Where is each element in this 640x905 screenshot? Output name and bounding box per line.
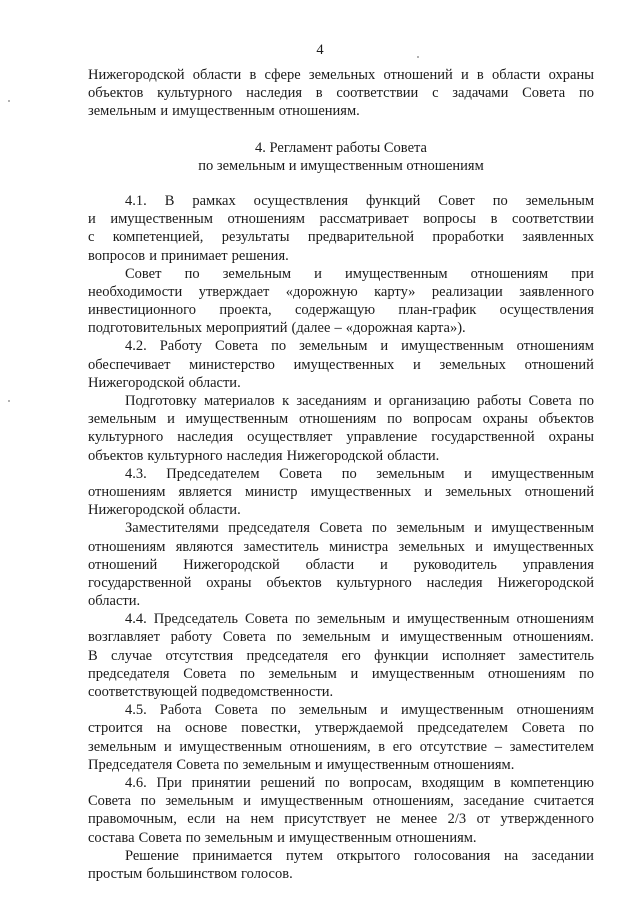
text-line: строится на основе повестки, утверждаемой председателем Совета по [88, 720, 594, 737]
scan-speck [417, 56, 419, 58]
text-line: с компетенцией, результаты предварительной проработки заявленных [88, 229, 594, 246]
section-title-line: по земельным и имущественным отношениям [198, 157, 484, 174]
text-line: объектов культурного наследия в соответствии с задачами Совета по [88, 85, 594, 102]
section-heading [88, 139, 594, 175]
text-line: В случае отсутствия председателя его функции исполняет заместитель [88, 647, 594, 664]
paragraph [88, 847, 594, 883]
text-line: отношениям являются заместитель министра земельных и имущественных [88, 538, 594, 555]
text-line: возглавляет работу Совета по земельным и имущественным отношениям. [88, 629, 594, 646]
paragraph [88, 610, 594, 701]
text-line: отношениям является министр имущественных и земельных отношений [88, 483, 594, 500]
text-line: 4.1. В рамках осуществления функций Совет по земельным [125, 192, 594, 209]
text-line: обеспечивает министерство имущественных и земельных отношений [88, 356, 594, 373]
text-line: подготовительных мероприятий (далее – «дорожная карта»). [88, 320, 466, 337]
text-line: культурного наследия осуществляет управление государственной охраны [88, 429, 594, 446]
text-line: 4.3. Председателем Совета по земельным и имущественным [125, 465, 594, 482]
text-line: правомочным, если на нем присутствует не менее 2/3 от утвержденного [88, 811, 594, 828]
paragraph [88, 392, 594, 465]
text-line: области. [88, 593, 141, 610]
intro-paragraph [88, 66, 594, 121]
text-line: состава Совета по земельным и имущественным отношениям. [88, 829, 477, 846]
text-line: соответствующей подведомственности. [88, 684, 334, 700]
text-line: Нижегородской области. [88, 374, 241, 391]
paragraph [88, 192, 594, 265]
text-line: земельным и имущественным отношениям. [88, 103, 360, 120]
paragraph [88, 519, 594, 610]
text-line: отношений Нижегородской области и руководитель управления [88, 556, 594, 573]
paragraph [88, 265, 594, 338]
text-line: простым большинством голосов. [88, 865, 293, 882]
text-line: инвестиционного проекта, содержащую план-график осуществления [88, 302, 594, 319]
scan-speck [8, 400, 10, 402]
text-line: 4.2. Работу Совета по земельным и имущественным отношениям [125, 338, 594, 355]
text-line: и имущественным отношениям рассматривает вопросы в соответствии [88, 211, 594, 228]
text-line: Решение принимается путем открытого голосования на заседании [125, 847, 594, 864]
page-number: 4 [316, 42, 324, 58]
text-line: 4.5. Работа Совета по земельным и имущественным отношениям [125, 702, 594, 719]
text-line: земельным и имущественным отношениям по вопросам охраны объектов [88, 411, 594, 428]
section-body [88, 192, 594, 883]
scan-speck [8, 100, 10, 102]
text-line: 4.6. При принятии решений по вопросам, входящим в компетенцию [125, 774, 594, 791]
text-line: вопросов и принимает решения. [88, 247, 289, 264]
text-line: Заместителями председателя Совета по земельным и имущественным [125, 520, 594, 537]
text-line: государственной охраны объектов культурного наследия Нижегородской [88, 574, 594, 591]
text-line: Совет по земельным и имущественным отношениям при [125, 265, 594, 282]
text-line: Нижегородской области в сфере земельных отношений и в области охраны [88, 67, 594, 83]
paragraph [88, 701, 594, 774]
text-line: необходимости утверждает «дорожную карту» реализации заявленного [88, 283, 594, 300]
text-line: председателя Совета по земельным и имущественным отношениям по [88, 665, 594, 682]
paragraph [88, 774, 594, 847]
text-line: Подготовку материалов к заседаниям и организацию работы Совета по [125, 393, 594, 409]
text-line: земельным и имущественным отношениям, в его отсутствие – заместителем [88, 738, 594, 755]
page-content [88, 66, 594, 883]
text-line: объектов культурного наследия Нижегородской области. [88, 447, 440, 464]
section-title-line: 4. Регламент работы Совета [255, 139, 427, 156]
text-line: Нижегородской области. [88, 502, 241, 519]
text-line: Председателя Совета по земельным и имущественным отношениям. [88, 756, 515, 773]
paragraph [88, 337, 594, 392]
text-line: Совета по земельным и имущественным отношениям, заседание считается [88, 793, 594, 810]
paragraph [88, 465, 594, 520]
text-line: 4.4. Председатель Совета по земельным и имущественным отношениям [125, 611, 594, 628]
